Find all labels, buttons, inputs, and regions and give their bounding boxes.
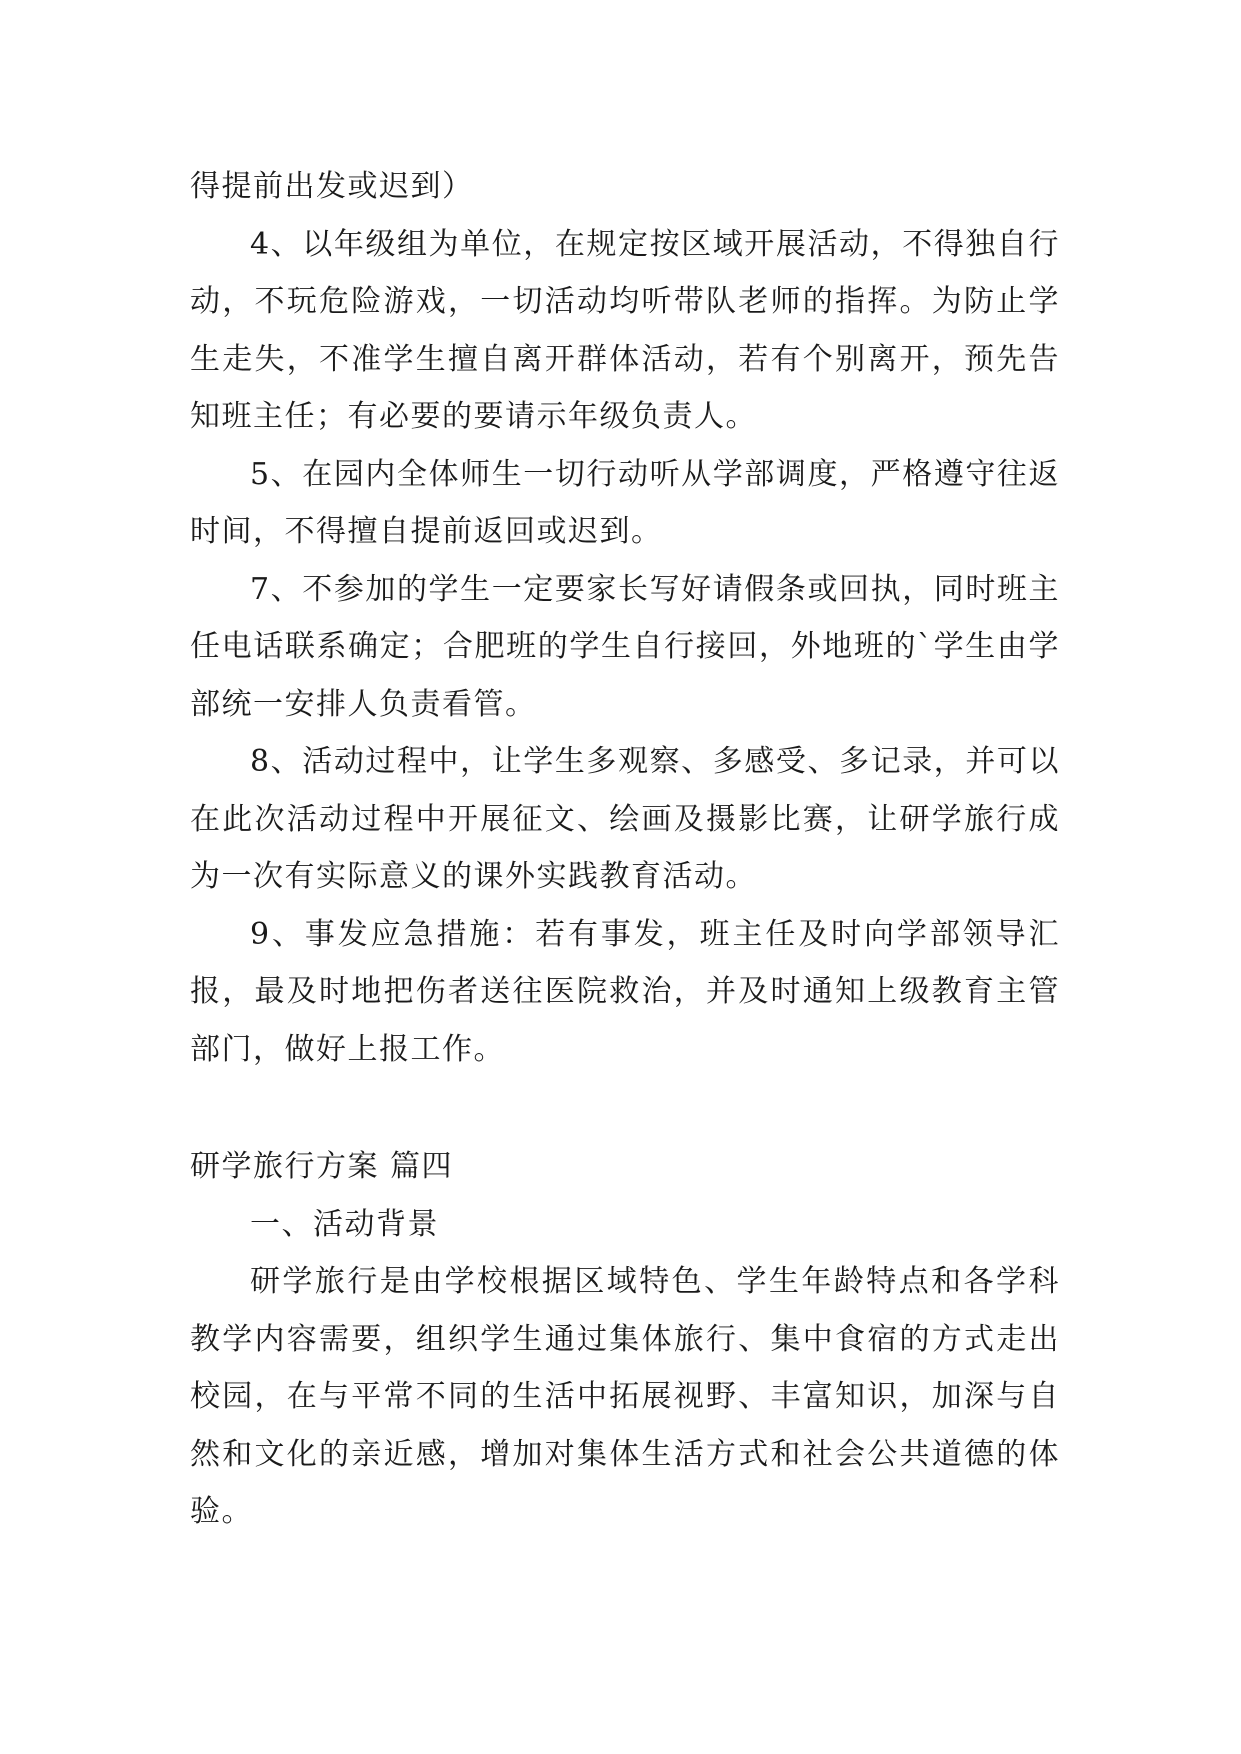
rule-item-7: 7、不参加的学生一定要家长写好请假条或回执，同时班主任电话联系确定；合肥班的学生自行接回，外地班的`学生由学部统一安排人负责看管。 <box>190 571 1060 722</box>
rule-item-8: 8、活动过程中，让学生多观察、多感受、多记录，并可以在此次活动过程中开展征文、绘画及摄影比赛，让研学旅行成为一次有实际意义的课外实践教育活动。 <box>190 744 1060 894</box>
rule-item-9: 9、事发应急措施：若有事发，班主任及时向学部领导汇报，最及时地把伤者送往医院救治，并及时通知上级教育主管部门，做好上报工作。 <box>190 916 1060 1067</box>
document-content <box>190 158 1060 1541</box>
section-spacer <box>190 1078 1060 1138</box>
section-title: 研学旅行方案 篇四 <box>190 1149 454 1184</box>
background-paragraph: 研学旅行是由学校根据区域特色、学生年龄特点和各学科教学内容需要，组织学生通过集体旅行、集中食宿的方式走出校园，在与平常不同的生活中拓展视野、丰富知识，加深与自然和文化的亲近感，增加对集体生活方式和社会公共道德的体验。 <box>190 1264 1060 1529</box>
rule-item-5: 5、在园内全体师生一切行动听从学部调度，严格遵守往返时间，不得擅自提前返回或迟到。 <box>190 456 1060 549</box>
rule-item-4: 4、以年级组为单位，在规定按区域开展活动，不得独自行动，不玩危险游戏，一切活动均听带队老师的指挥。为防止学生走失，不准学生擅自离开群体活动，若有个别离开，预先告知班主任；有必要的要请示年级负责人。 <box>190 226 1060 434</box>
section-subheading: 一、活动背景 <box>250 1206 439 1242</box>
continuation-paragraph: 得提前出发或迟到） <box>190 169 474 204</box>
